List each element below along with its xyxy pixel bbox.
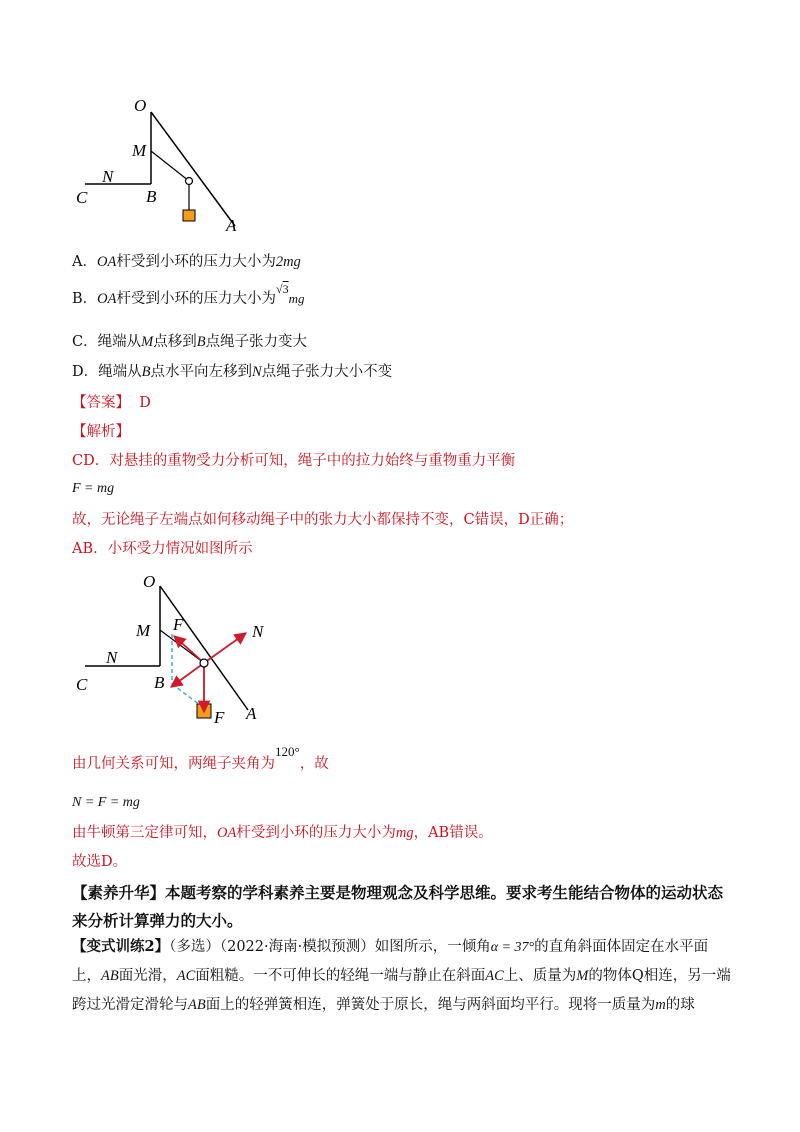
answer-value: D bbox=[139, 395, 151, 411]
label-M: M bbox=[136, 621, 151, 640]
label-O: O bbox=[134, 96, 147, 115]
geometry-line: 由几何关系可知，两绳子夹角为120°，故 bbox=[72, 744, 329, 772]
ring bbox=[200, 659, 208, 667]
option-d: D．绳端从B点水平向左移到N点绳子张力大小不变 bbox=[72, 364, 393, 380]
label-N: N bbox=[106, 648, 118, 667]
variant-label: 【变式训练2】 bbox=[72, 938, 170, 955]
label-N: N bbox=[102, 167, 114, 186]
label-A: A bbox=[246, 704, 257, 723]
rod-OA bbox=[151, 112, 235, 226]
variant-block: 【变式训练2】（多选）（2022·海南·模拟预测）如图所示，一倾角α = 37°的直角斜面体固定在水平面上，AB面光滑，AC面粗糙。一不可伸长的轻绳一端与静止在斜面AC上、质量为M的物体Q相连，另一端跨过光滑定滑轮与AB面上的轻弹簧相连，弹簧处于原长，绳与两斜面均平行。现将一质量为m的球 bbox=[72, 938, 731, 1013]
figure-rod-ring-diagram bbox=[70, 92, 260, 242]
choose-line: 故选D。 bbox=[72, 854, 128, 870]
figure-force-diagram bbox=[70, 566, 300, 731]
label-C: C bbox=[76, 188, 88, 207]
force-resultant bbox=[171, 663, 204, 687]
weight-block bbox=[183, 210, 195, 221]
label-O: O bbox=[143, 572, 156, 591]
answer-label: 【答案】 bbox=[72, 395, 130, 411]
option-a: A．OA杆受到小环的压力大小为2mg bbox=[72, 254, 301, 270]
label-N-force: N bbox=[252, 622, 264, 641]
analysis-ab: AB．小环受力情况如图所示 bbox=[72, 541, 253, 557]
label-B: B bbox=[154, 673, 165, 692]
equation-F-mg: F = mg bbox=[72, 481, 115, 496]
force-F-rope bbox=[174, 636, 204, 663]
label-M: M bbox=[132, 141, 147, 160]
option-c: C．绳端从M点移到B点绳子张力变大 bbox=[72, 334, 308, 350]
label-C: C bbox=[76, 675, 88, 694]
literacy-block bbox=[72, 879, 732, 935]
literacy-text: 本题考察的学科素养主要是物理观念及科学思维。要求考生能结合物体的运动状态来分析计算弹力的大小。 bbox=[72, 883, 724, 930]
analysis-conclusion: 故，无论绳子左端点如何移动绳子中的张力大小都保持不变，C错误，D正确； bbox=[72, 512, 574, 528]
label-F-bottom: F bbox=[214, 708, 225, 727]
equation-N-F-mg: N = F = mg bbox=[72, 795, 140, 810]
analysis-label: 【解析】 bbox=[72, 424, 130, 440]
label-B: B bbox=[146, 187, 157, 206]
literacy-label: 【素养升华】 bbox=[72, 883, 166, 902]
option-b: B．OA杆受到小环的压力大小为$^{√3}$mg bbox=[72, 282, 305, 307]
ring bbox=[186, 178, 193, 185]
analysis-cd: CD．对悬挂的重物受力分析可知，绳子中的拉力始终与重物重力平衡 bbox=[72, 453, 516, 469]
force-N bbox=[204, 633, 246, 663]
label-F-top: F bbox=[173, 615, 184, 634]
answer-line bbox=[72, 393, 151, 413]
newton-line: 由牛顿第三定律可知，OA杆受到小环的压力大小为mg，AB错误。 bbox=[72, 825, 493, 841]
label-A: A bbox=[226, 216, 237, 235]
